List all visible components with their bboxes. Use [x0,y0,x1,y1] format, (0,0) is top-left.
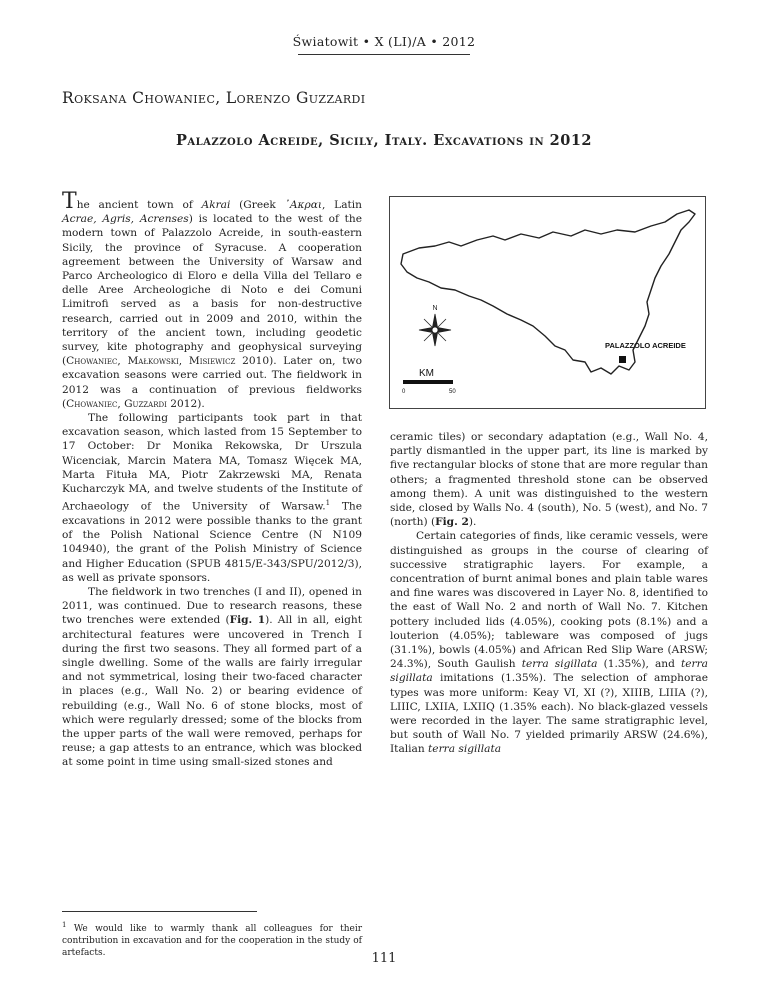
running-head: Światowit • X (LI)/A • 2012 [292,34,476,49]
scale-unit: KM [419,368,434,379]
right-column [390,430,708,757]
paragraph-participants: The following participants took part in that excavation season, which lasted from 15 September to 17 October: Dr Monika Rekowska, Dr Urszula Wicenciak, Marcin Matera MA, Tomasz Więcek MA, Marta Fituła MA, Piotr Zakrzewski MA, Renata Kucharczyk MA, and twelve students of the Institute of Archaeology of the University of Warsaw.$^1$ The excavations in 2012 were possible thanks to the grant of the Polish National Science Centre (N N109 104940), the grant of the Polish Ministry of Science and Higher Education (SPUB 4815/E-343/SPU/2012/3), as well as private sponsors. [62,412,362,584]
article-title: Palazzolo Acreide, Sicily, Italy. Excavations in 2012 [175,132,593,149]
scale-bar [403,380,453,384]
page-number: 111 [371,951,397,966]
site-marker [619,356,626,363]
authors: Roksana Chowaniec, Lorenzo Guzzardi [62,89,366,107]
running-head-rule [298,54,470,55]
footnote: $^1$ We would like to warmly thank all colleagues for their contribution in excavation and for the cooperation in the study of artefacts. [62,921,362,958]
map-site-label: PALAZZOLO ACREIDE [605,341,686,350]
sicily-map [389,196,706,409]
citation: Chowaniec, Małkowski, Misiewicz [66,355,236,368]
figure-ref: Fig. 2 [435,516,469,529]
figure-ref: Fig. 1 [229,614,266,627]
paragraph-finds: Certain categories of finds, like ceramic vessels, were distinguished as groups in the course of clearing of successive stratigraphic layers. For example, a concentration of burnt animal bones and plain table wares and fine wares was discovered in Layer No. 8, identified to the east of Wall No. 2 and north of Wall No. 7. Kitchen pottery included lids (4.05%), cooking pots (8.1%) and a louterion (4.05%); tableware was composed of jugs (31.1%), bowls (4.05%) and African Red Slip Ware (ARSW; 24.3%), South Gaulish terra sigillata (1.35%), and terra sigillata imitations (1.35%). The selection of amphorae types was more uniform: Keay VI, XI (?), XIIIB, LIIIA (?), LIIIC, LXIIA, LXIIQ (1.35% each). No black-glazed vessels were recorded in the layer. The same stratigraphic level, but south of Wall No. 7 yielded primarily ARSW (24.6%), Italian terra sigillata [390,530,709,756]
left-column [62,189,362,770]
paragraph-fieldwork: The fieldwork in two trenches (I and II), opened in 2011, was continued. Due to research reasons, these two trenches were extended (Fig. 1). All in all, eight architectural features were uncovered in Trench I during the first two seasons. They all formed part of a single dwelling. Some of the walls are fairly irregular and not symmetrical, losing their two-faced character in places (e.g., Wall No. 2) or bearing evidence of rebuilding (e.g., Wall No. 6 of stone blocks, most of which were regularly dressed; some of the blocks from the upper parts of the wall were removed, perhaps for reuse; a gap attests to an entrance, which was blocked at some point in time using small-sized stones and [62,586,362,769]
citation: Chowaniec, Guzzardi [66,397,167,410]
scale-max: 50 [449,389,456,395]
paragraph-intro: The ancient town of Akrai (Greek ᾿Ακραι, Latin Acrae, Agris, Acrenses) is located to the west of the modern town of Palazzolo Acreide, in south-eastern Sicily, the province of Syracuse. A cooperation agreement between the University of Warsaw and Parco Archeologico di Eloro e della Villa del Tellaro e delle Aree Archeologiche di Noto e dei Comuni Limitrofi served as a basis for non-destructive research, carried out in 2009 and 2010, within the territory of the ancient town, including geodetic survey, kite photography and geophysical surveying (Chowaniec, Małkowski, Misiewicz 2010). Later on, two excavation seasons were carried out. The fieldwork in 2012 was a continuation of previous fieldworks (Chowaniec, Guzzardi 2012). [62,189,362,410]
drop-cap: T [62,189,77,214]
scale-min: 0 [402,389,406,395]
footnote-marker: 1 [325,499,331,508]
paragraph-fieldwork-continued: ceramic tiles) or secondary adaptation (e.g., Wall No. 4, partly dismantled in the upper part, its line is marked by five rectangular blocks of stone that are more regular than others; a fragmented threshold stone can be observed among them). A unit was distinguished to the western side, closed by Walls No. 4 (south), No. 5 (west), and No. 7 (north) (Fig. 2). [390,431,708,529]
svg-text:N: N [432,305,438,312]
footnote-rule [62,911,257,912]
